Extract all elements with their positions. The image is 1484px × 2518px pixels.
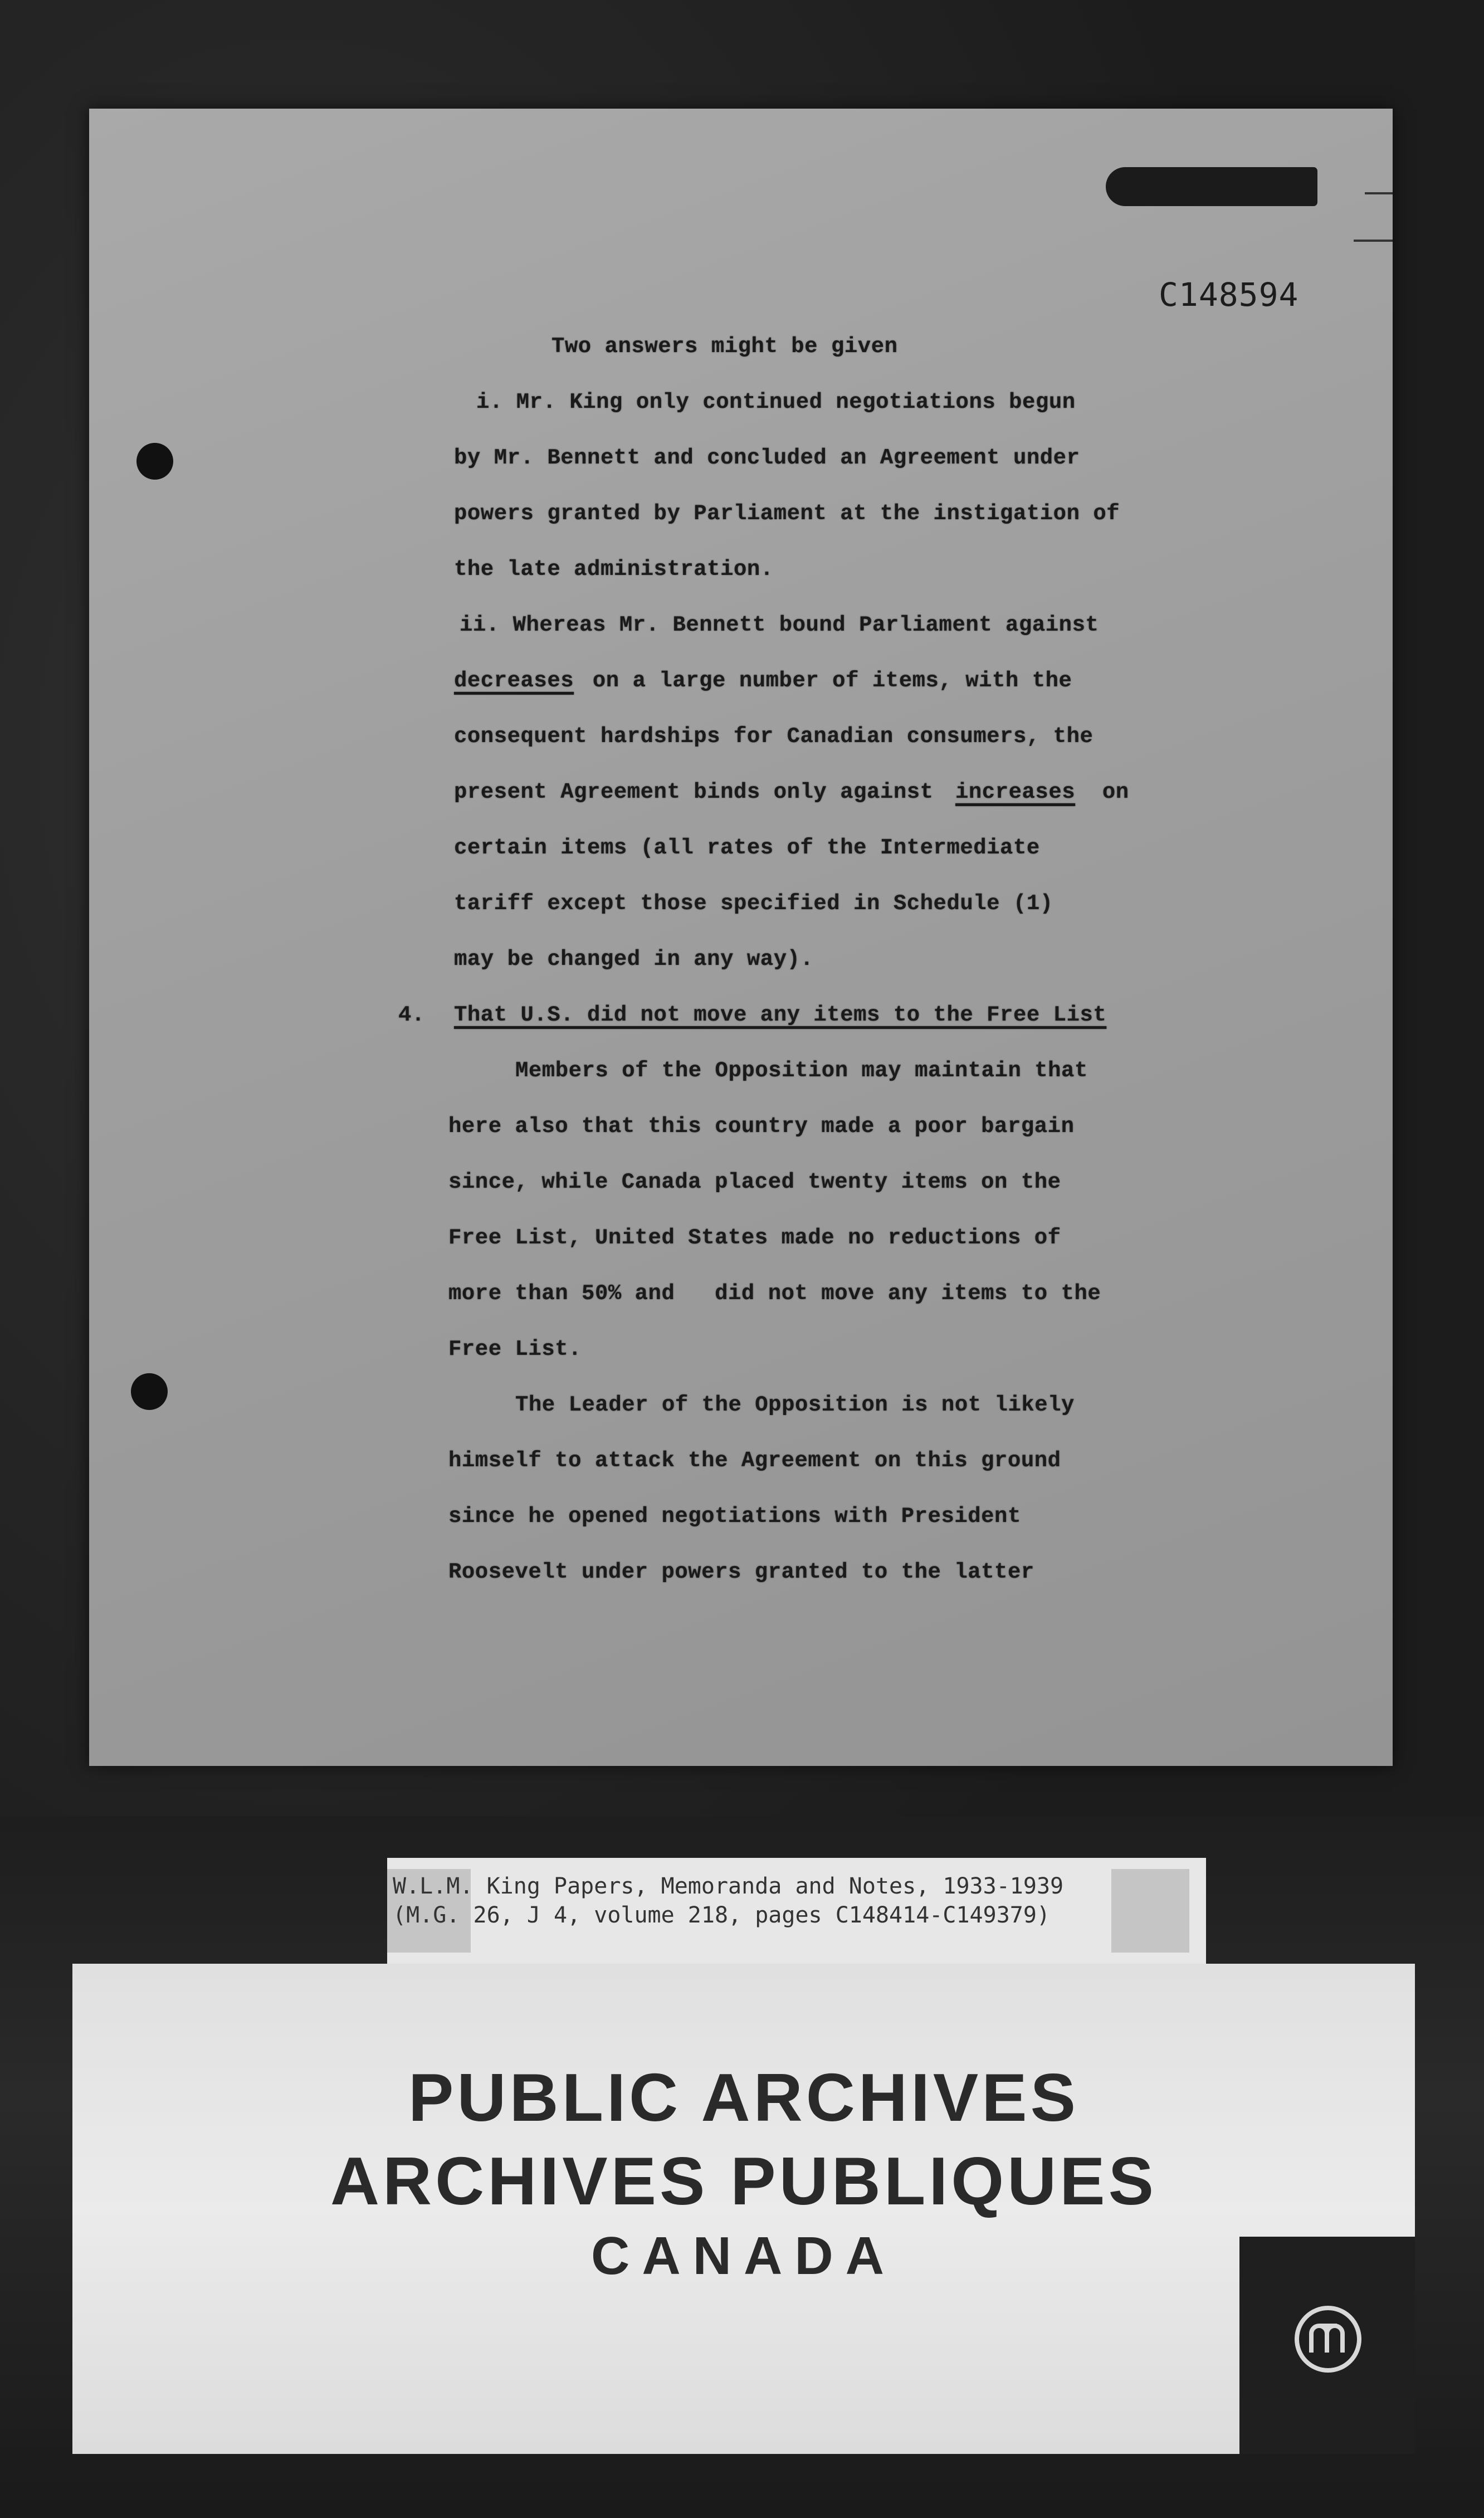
body-line: The Leader of the Opposition is not likely xyxy=(515,1393,1075,1417)
body-line: since he opened negotiations with President xyxy=(448,1504,1021,1529)
tape-piece xyxy=(1111,1869,1189,1953)
collection-label xyxy=(387,1858,1206,1964)
archive-title-en: PUBLIC ARCHIVES xyxy=(408,2060,1079,2135)
body-line: here also that this country made a poor bargain xyxy=(448,1114,1075,1139)
answer-i-line: i. Mr. King only continued negotiations begun xyxy=(476,390,1076,414)
answer-ii-line: certain items (all rates of the Intermediate xyxy=(454,836,1040,860)
section-number: 4. xyxy=(398,1003,425,1027)
section-heading: That U.S. did not move any items to the Free List xyxy=(454,1003,1107,1027)
archive-card xyxy=(72,1964,1415,2454)
answer-ii-line: on xyxy=(1089,780,1129,804)
answer-ii-line: tariff except those specified in Schedule (1) xyxy=(454,891,1053,916)
stamp-mark xyxy=(1365,192,1393,194)
redacted-stamp xyxy=(1106,167,1317,206)
stamp-mark xyxy=(1354,240,1393,242)
answer-i-line: the late administration. xyxy=(454,557,774,582)
archive-country: CANADA xyxy=(591,2226,896,2286)
body-line: Free List, United States made no reductions of xyxy=(448,1226,1061,1250)
punch-hole-icon xyxy=(131,1373,168,1410)
body-line: since, while Canada placed twenty items on the xyxy=(448,1170,1061,1194)
answer-ii-line: consequent hardships for Canadian consumers, the xyxy=(454,724,1094,749)
answer-ii-line: present Agreement binds only against xyxy=(454,780,947,804)
underlined-word: increases xyxy=(955,780,1076,804)
underlined-word: decreases xyxy=(454,668,574,693)
punch-hole-icon xyxy=(136,443,173,480)
label-line-2: (M.G. 26, J 4, volume 218, pages C148414-C149379) xyxy=(393,1902,1051,1928)
body-line: Members of the Opposition may maintain that xyxy=(515,1058,1088,1083)
typed-page xyxy=(89,109,1393,1766)
label-line-1: W.L.M. King Papers, Memoranda and Notes, 1933-1939 xyxy=(393,1873,1064,1899)
body-line: Roosevelt under powers granted to the latter xyxy=(448,1560,1034,1584)
document-id: C148594 xyxy=(1159,276,1299,314)
answer-ii-line: on a large number of items, with the xyxy=(579,668,1072,693)
intro-line: Two answers might be given xyxy=(551,334,898,359)
archive-title-fr: ARCHIVES PUBLIQUES xyxy=(330,2143,1158,2219)
answer-ii-line: ii. Whereas Mr. Bennett bound Parliament against xyxy=(460,613,1099,637)
answer-ii-line: may be changed in any way). xyxy=(454,947,814,972)
answer-i-line: by Mr. Bennett and concluded an Agreement under xyxy=(454,446,1080,470)
body-line: more than 50% and did not move any items to the xyxy=(448,1281,1101,1306)
body-line: himself to attack the Agreement on this ground xyxy=(448,1448,1061,1473)
body-line: Free List. xyxy=(448,1337,582,1362)
archives-logo-icon xyxy=(1292,2304,1364,2375)
answer-i-line: powers granted by Parliament at the instigation of xyxy=(454,501,1120,526)
